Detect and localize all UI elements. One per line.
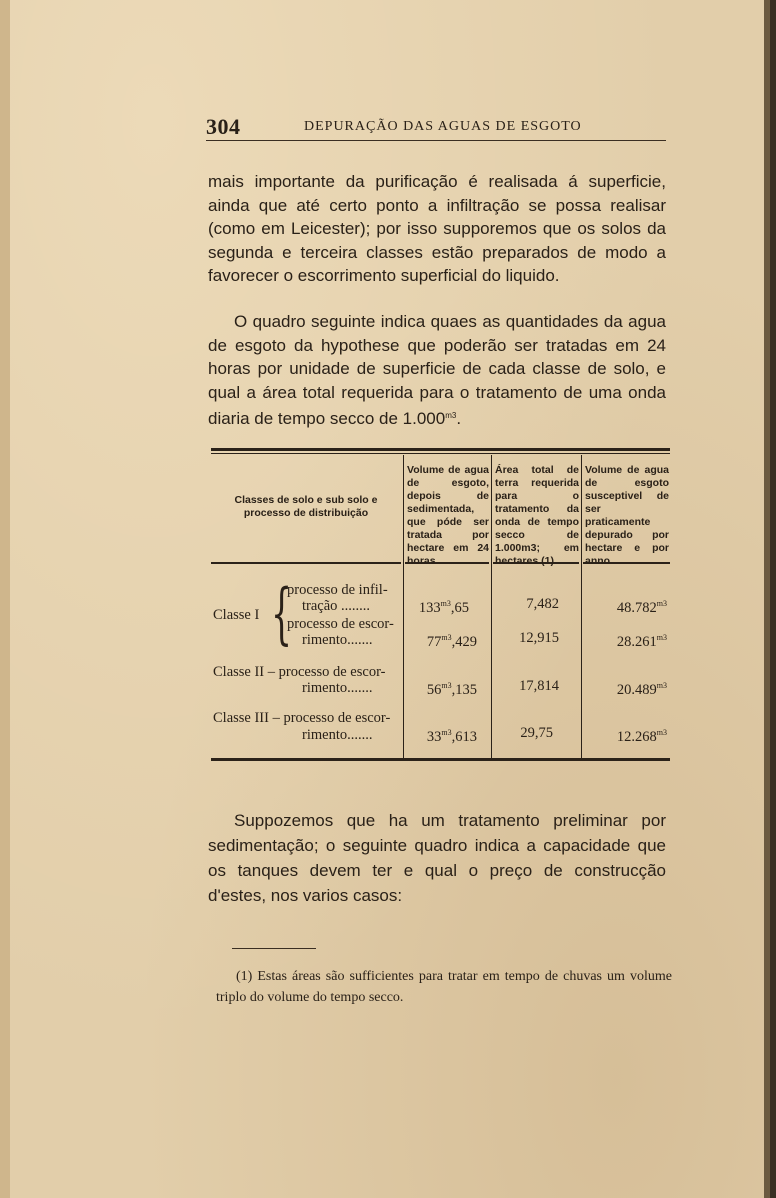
- header-underline-1: [211, 562, 401, 564]
- class-1-label: Classe I: [213, 607, 260, 623]
- unit-superscript: m3: [441, 728, 452, 737]
- volume-row-3: [407, 676, 477, 700]
- class-1-process-1-line-1: processo de infil-: [287, 582, 388, 598]
- class-2-line-1: Classe II – processo de escor-: [213, 664, 386, 680]
- volume-row-4-int: 33: [426, 729, 442, 745]
- class-1-process-2-line-1: processo de escor-: [287, 616, 394, 632]
- volume-row-3-int: 56: [426, 682, 442, 698]
- annual-row-1: [583, 594, 667, 618]
- volume-row-1-int: 133: [418, 600, 441, 616]
- unit-superscript: m3: [441, 681, 452, 690]
- volume-row-3-dec: ,135: [451, 682, 477, 698]
- paragraph-3: Suppozemos que ha um tratamento preliminar por sedimentação; o seguinte quadro indica a capacidade que os tanques devem ter e qual o preço de construcção d'estes, nos varios casos:: [208, 811, 666, 905]
- paragraph-2: [208, 310, 666, 431]
- table-bottom-rule: [211, 758, 670, 761]
- column-header-soil-class: Classes de solo e sub solo e processo de distribuição: [234, 494, 378, 519]
- volume-row-4-dec: ,613: [451, 729, 477, 745]
- annual-row-1-value: 48.782: [616, 600, 657, 616]
- unit-superscript: m3: [656, 681, 667, 690]
- running-head: DEPURAÇÃO DAS AGUAS DE ESGOTO: [304, 119, 582, 134]
- class-1-process-1-line-2: tração ........: [302, 598, 371, 614]
- unit-superscript: m3: [445, 411, 457, 420]
- footnote: (1) Estas áreas são sufficientes para tratar em tempo de chuvas um volume triplo do volume do tempo secco.: [216, 969, 672, 1005]
- column-header-volume-per-hectare: Volume de agua de esgoto, depois de sedimentada, que póde ser tratada por hectare em 24 horas: [407, 464, 489, 567]
- table-top-rule-thin: [211, 453, 670, 454]
- area-row-3: 17,814: [519, 678, 559, 694]
- unit-superscript: m3: [656, 633, 667, 642]
- volume-row-2: [407, 628, 477, 652]
- volume-row-1: [407, 594, 469, 618]
- column-divider-2: [491, 455, 492, 758]
- annual-row-4: [583, 723, 667, 747]
- brace-symbol: {: [271, 575, 292, 652]
- unit-superscript: m3: [440, 599, 451, 608]
- area-row-2: 12,915: [519, 630, 559, 646]
- column-divider-3: [581, 455, 582, 758]
- class-3-line-1: Classe III – processo de escor-: [213, 710, 391, 726]
- area-row-1: 7,482: [526, 596, 559, 612]
- page-left-edge: [0, 0, 10, 1198]
- table-top-rule: [211, 448, 670, 451]
- soil-treatment-table: [211, 448, 670, 764]
- paragraph-2-end: .: [456, 409, 462, 428]
- unit-superscript: m3: [656, 728, 667, 737]
- column-header-annual-volume: Volume de agua de esgoto susceptivel de ser praticamente depurado por hectare e por anno: [585, 464, 669, 567]
- annual-row-2-value: 28.261: [616, 634, 657, 650]
- volume-row-2-int: 77: [426, 634, 442, 650]
- paragraph-1: mais importante da purificação é realisada á superficie, ainda que até certo ponto a infiltração se possa realisar (como em Leicester); por isso supporemos que os solos da segunda e terceira classes estão preparados de modo a favorecer o escorrimento superficial do liquido.: [208, 172, 666, 285]
- volume-row-2-dec: ,429: [451, 634, 477, 650]
- column-header-total-area: Área total de terra requerida para o tratamento da onda de tempo secco de 1.000m3; em hectares (1): [495, 464, 579, 567]
- unit-superscript: m3: [656, 599, 667, 608]
- annual-row-2: [583, 628, 667, 652]
- header-rule: [206, 140, 666, 141]
- footnote-rule: [232, 948, 316, 949]
- unit-superscript: m3: [441, 633, 452, 642]
- class-2-line-2: rimento.......: [302, 680, 373, 696]
- volume-row-1-dec: ,65: [450, 600, 469, 616]
- class-1-process-2-line-2: rimento.......: [302, 632, 373, 648]
- annual-row-3: [583, 676, 667, 700]
- volume-row-4: [407, 723, 477, 747]
- column-divider-1: [403, 455, 404, 758]
- class-3-line-2: rimento.......: [302, 727, 373, 743]
- annual-row-4-value: 12.268: [616, 729, 657, 745]
- area-row-4: 29,75: [520, 725, 553, 741]
- page-right-edge: [764, 0, 770, 1198]
- paragraph-2-text: O quadro seguinte indica quaes as quantidades da agua de esgoto da hypothese que poderão ser tratadas em 24 horas por unidade de superficie de cada classe de solo, e qual a área total requerida para o tratamento de uma onda diaria de tempo secco de 1.000: [208, 312, 666, 428]
- page-number: 304: [206, 114, 241, 139]
- annual-row-3-value: 20.489: [616, 682, 657, 698]
